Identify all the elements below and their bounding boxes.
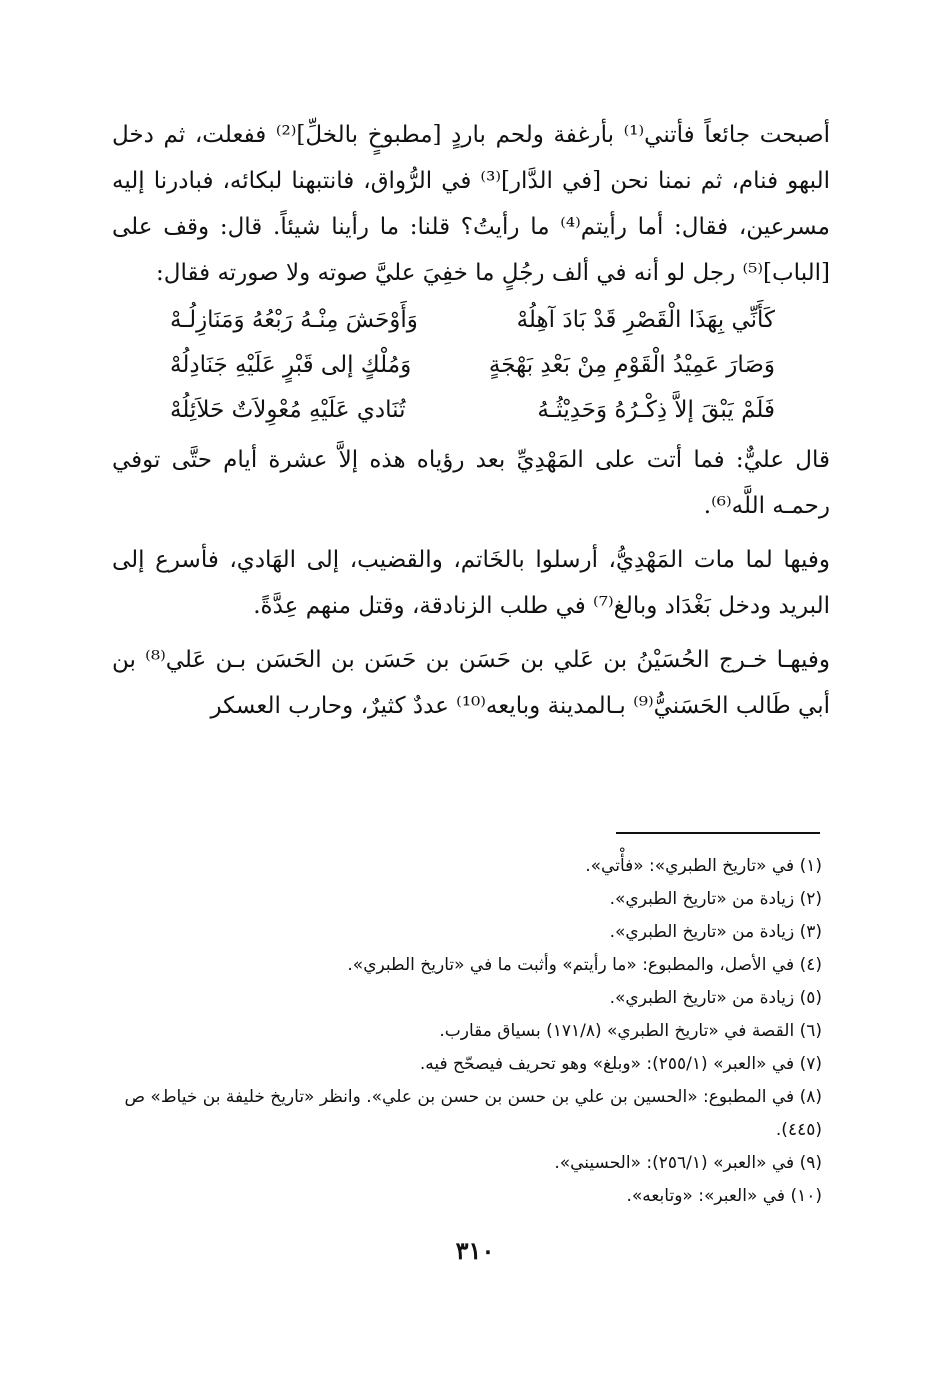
footnote-8: (٨) في المطبوع: «الحسين بن علي بن حسن بن حسن بن علي». وانظر «تاريخ خليفة بن خياط» ص (٤٤٥). [124,1087,822,1140]
footnote-3: (٣) زيادة من «تاريخ الطبري». [609,922,822,942]
verse-2-second-hemistich: وَمُلْكٍ إلى قَبْرٍ عَلَيْهِ جَنَادِلُهْ [170,352,412,378]
paragraph-4: وفيهـا خـرج الحُسَيْنُ بن عَلي بن حَسَن بن حَسَن بن الحَسَن بـن عَلي⁽⁸⁾ بن أبي طَالب الحَسَنيُّ⁽⁹⁾ بـالمدينة وبايعه⁽¹⁰⁾ عددٌ كثيرٌ، وحارب العسكر [112,647,830,719]
paragraph-2: قال عليٌّ: فما أتت على المَهْدِيِّ بعد رؤياه هذه إلاَّ عشرة أيام حتَّى توفي رحمـه اللَّه⁽⁶⁾. [112,447,830,519]
paragraph-1: أصبحت جائعاً فأتني⁽¹⁾ بأرغفة ولحم باردٍ [مطبوخٍ بالخلِّ]⁽²⁾ ففعلت، ثم دخل البهو فنام، ثم نمنا نحن [في الدَّار]⁽³⁾ في الرُّواق، فانتبهنا لبكائه، فبادرنا إليه مسرعين، فقال: أما رأيتم⁽⁴⁾ ما رأيتُ؟ قلنا: ما رأينا شيئاً. قال: وقف على [الباب]⁽⁵⁾ رجل لو أنه في ألف رجُلٍ ما خفِيَ عليَّ صوته ولا صورته فقال: [112,122,830,286]
verse-line-1 [112,298,830,343]
verse-line-3 [112,388,830,433]
footnote-5: (٥) زيادة من «تاريخ الطبري». [609,988,822,1008]
footnote-9: (٩) في «العبر» (٢٥٦/١): «الحسيني». [554,1153,822,1173]
paragraph-3: وفيها لما مات المَهْدِيُّ، أرسلوا بالخَاتم، والقضيب، إلى الهَادي، فأسرع إلى البريد ودخل بَغْدَاد وبالغ⁽⁷⁾ في طلب الزنادقة، وقتل منهم عِدَّةً. [112,547,830,619]
verse-3-first-hemistich: فَلَمْ يَبْقَ إلاَّ ذِكْـرُهُ وَحَدِيْثُـهُ [537,397,775,423]
poem-verses [112,298,830,433]
verse-1-second-hemistich: وَأَوْحَشَ مِنْـهُ رَبْعُهُ وَمَنَازِلُـهْ [170,307,418,333]
footnote-4: (٤) في الأصل، والمطبوع: «ما رأيتم» وأثبت ما في «تاريخ الطبري». [347,955,822,975]
footnote-divider [616,832,820,834]
verse-line-2 [112,343,830,388]
verse-3-second-hemistich: تُنَادي عَلَيْهِ مُعْوِلاَتٌ حَلاَئِلُهْ [170,397,406,423]
main-text [112,112,830,729]
page-number: ٣١٠ [455,1236,495,1265]
verse-2-first-hemistich: وَصَارَ عَمِيْدُ الْقَوْمِ مِنْ بَعْدِ بَهْجَةٍ [488,352,775,378]
footnote-2: (٢) زيادة من «تاريخ الطبري». [609,889,822,909]
verse-1-first-hemistich: كَأَنِّي بِهَذَا الْقَصْرِ قَدْ بَادَ آهِلُهْ [516,307,775,333]
footnote-7: (٧) في «العبر» (٢٥٥/١): «وبلغ» وهو تحريف فيصحّح فيه. [419,1054,822,1074]
footnotes [106,850,822,1213]
footnote-1: (١) في «تاريخ الطبري»: «فأْتي». [585,856,822,876]
footnote-10: (١٠) في «العبر»: «وتابعه». [626,1186,822,1206]
footnote-6: (٦) القصة في «تاريخ الطبري» (١٧١/٨) بسياق مقارب. [439,1021,822,1041]
